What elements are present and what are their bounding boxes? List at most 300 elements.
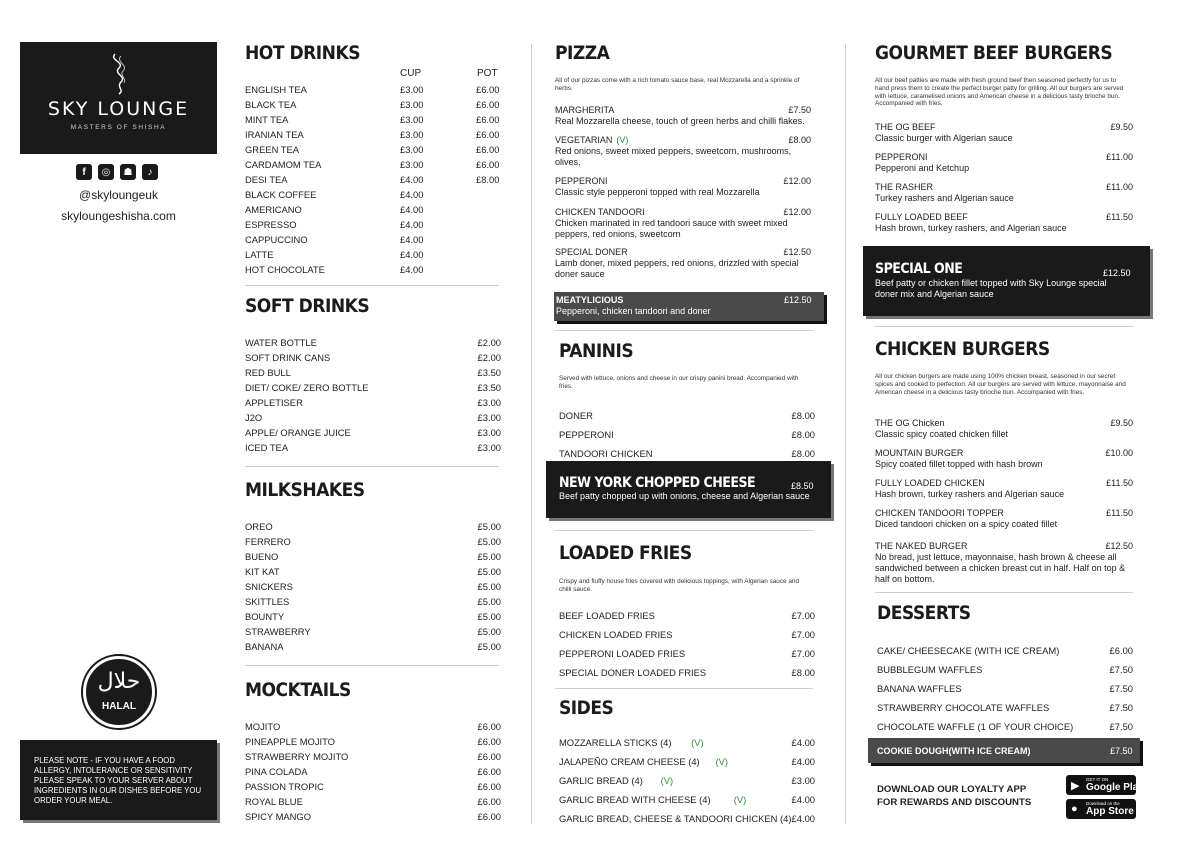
item-name: AMERICANO xyxy=(245,204,302,215)
menu-item xyxy=(875,508,1133,530)
menu-item xyxy=(245,611,501,622)
sky-lounge-logo xyxy=(20,42,217,154)
item-price: £12.00 xyxy=(783,207,811,217)
item-name: THE RASHER xyxy=(875,182,934,192)
item-name: TANDOORI CHICKEN xyxy=(559,448,653,459)
item-name: LATTE xyxy=(245,249,274,260)
item-desc: Classic style pepperoni topped with real Mozzarella xyxy=(555,187,760,197)
item-desc: Chicken marinated in red tandoori sauce with sweet mixed peppers, red onions, sweetcorn xyxy=(555,218,788,239)
item-name: CHOCOLATE WAFFLE (1 OF YOUR CHOICE) xyxy=(877,721,1074,732)
snapchat-icon[interactable]: ☗ xyxy=(120,164,136,180)
veg-tag: (V) xyxy=(691,737,704,748)
item-header xyxy=(555,105,811,116)
item-price: £7.50 xyxy=(1109,721,1133,732)
section-title-desserts: DESSERTS xyxy=(877,602,971,624)
menu-item xyxy=(245,129,499,140)
item-name: APPLE/ ORANGE JUICE xyxy=(245,427,351,438)
allergy-note: PLEASE NOTE - IF YOU HAVE A FOOD ALLERGY, INTOLERANCE OR SENSITIVITY PLEASE SPEAK TO YOUR SERVER ABOUT INGREDIENTS IN OUR DISHES BEFORE YOU ORDER YOUR MEAL. xyxy=(20,740,217,820)
item-desc: Hash brown, turkey rashers, and Algerian sauce xyxy=(875,223,1067,233)
menu-item xyxy=(559,610,815,621)
item-price: £7.00 xyxy=(791,629,815,640)
item-price: £6.00 xyxy=(477,796,501,807)
menu-item xyxy=(555,247,811,280)
section-title-paninis: PANINIS xyxy=(559,340,634,362)
item-name: STRAWBERRY xyxy=(245,626,311,637)
facebook-icon[interactable]: f xyxy=(76,164,92,180)
item-price: £6.00 xyxy=(477,766,501,777)
menu-item xyxy=(245,382,501,393)
item-header xyxy=(875,541,1133,552)
item-name: THE OG Chicken xyxy=(875,418,945,428)
item-name: SPECIAL DONER xyxy=(555,247,628,257)
menu-item xyxy=(559,410,815,421)
divider xyxy=(245,285,499,286)
section-title-pizza: PIZZA xyxy=(555,42,610,64)
item-price: £8.00 xyxy=(788,135,811,145)
item-price: £5.00 xyxy=(477,611,501,622)
item-name: THE NAKED BURGER xyxy=(875,541,968,551)
item-name: SOFT DRINK CANS xyxy=(245,352,331,363)
item-price: £5.00 xyxy=(477,626,501,637)
item-name: PEPPERONI xyxy=(555,176,608,186)
item-desc: Spicy coated fillet topped with hash brown xyxy=(875,459,1043,469)
item-name: MEATYLICIOUS xyxy=(556,295,624,305)
apple-icon: ● xyxy=(1071,803,1078,815)
item-name: SKITTLES xyxy=(245,596,290,607)
item-price: £4.00 xyxy=(791,737,815,748)
menu-item xyxy=(877,702,1133,713)
menu-item xyxy=(245,174,499,185)
item-price-cup: £4.00 xyxy=(400,219,424,230)
item-name: MOUNTAIN BURGER xyxy=(875,448,964,458)
item-name: SPECIAL DONER LOADED FRIES xyxy=(559,667,707,678)
section-title-mocktails: MOCKTAILS xyxy=(245,679,351,701)
section-title-milkshakes: MILKSHAKES xyxy=(245,479,365,501)
item-header xyxy=(555,135,811,146)
item-price: £8.00 xyxy=(791,429,815,440)
veg-tag: (V) xyxy=(715,756,728,767)
item-price: £5.00 xyxy=(477,641,501,652)
item-price-pot: £6.00 xyxy=(476,114,500,125)
item-price: £6.00 xyxy=(477,751,501,762)
menu-item xyxy=(245,626,501,637)
menu-item xyxy=(877,683,1133,694)
item-desc: Beef patty chopped up with onions, cheese and Algerian sauce xyxy=(559,491,810,501)
menu-item xyxy=(245,264,499,275)
item-name: BLACK COFFEE xyxy=(245,189,317,200)
item-price-pot: £6.00 xyxy=(476,144,500,155)
menu-item xyxy=(245,367,501,378)
section-title-chicken-burgers: CHICKEN BURGERS xyxy=(875,338,1050,360)
item-name: RED BULL xyxy=(245,367,291,378)
section-title-loaded-fries: LOADED FRIES xyxy=(559,542,692,564)
item-name: PINA COLADA xyxy=(245,766,308,777)
highlight-special-one xyxy=(863,246,1150,316)
social-handle: @skyloungeuk xyxy=(79,188,158,202)
menu-item xyxy=(875,122,1133,144)
menu-item xyxy=(555,207,811,240)
item-desc: Pepperoni and Ketchup xyxy=(875,163,970,173)
item-name: FULLY LOADED CHICKEN xyxy=(875,478,985,488)
item-price: £7.50 xyxy=(1109,683,1133,694)
menu-item xyxy=(559,813,815,824)
item-price-cup: £4.00 xyxy=(400,204,424,215)
item-name: OREO xyxy=(245,521,273,532)
halal-badge xyxy=(83,656,155,728)
column-divider xyxy=(531,44,532,824)
item-header xyxy=(875,448,1133,459)
menu-item xyxy=(245,84,499,95)
item-name: CARDAMOM TEA xyxy=(245,159,322,170)
item-name: ENGLISH TEA xyxy=(245,84,307,95)
menu-item xyxy=(245,412,501,423)
item-desc: Beef patty or chicken fillet topped with Sky Lounge special doner mix and Algerian sauce xyxy=(875,278,1107,299)
menu-item xyxy=(245,566,501,577)
menu-item xyxy=(559,756,815,767)
item-price-cup: £4.00 xyxy=(400,174,424,185)
item-desc: Red onions, sweet mixed peppers, sweetcorn, mushrooms, olives, xyxy=(555,146,792,167)
item-name: APPLETISER xyxy=(245,397,303,408)
menu-item xyxy=(245,144,499,155)
item-name: BEEF LOADED FRIES xyxy=(559,610,655,621)
menu-item xyxy=(877,664,1133,675)
app-promo-line1: DOWNLOAD OUR LOYALTY APP xyxy=(877,784,1027,795)
item-price-pot: £8.00 xyxy=(476,174,500,185)
website: skyloungeshisha.com xyxy=(61,209,176,223)
item-price: £12.50 xyxy=(1103,268,1131,278)
item-header xyxy=(555,207,811,218)
google-play-icon: ▶ xyxy=(1071,780,1080,792)
item-header xyxy=(875,418,1133,429)
menu-item xyxy=(245,781,501,792)
item-price-cup: £4.00 xyxy=(400,234,424,245)
menu-item xyxy=(245,337,501,348)
menu-item xyxy=(245,204,499,215)
item-desc: Classic spicy coated chicken fillet xyxy=(875,429,1009,439)
item-name: STRAWBERRY MOJITO xyxy=(245,751,349,762)
menu-item xyxy=(245,751,501,762)
item-desc: Diced tandoori chicken on a spicy coated fillet xyxy=(875,519,1058,529)
item-name: CHICKEN LOADED FRIES xyxy=(559,629,673,640)
item-price: £11.50 xyxy=(1106,212,1133,222)
item-name: BLACK TEA xyxy=(245,99,297,110)
highlight-new-york-chopped-cheese xyxy=(546,461,831,518)
menu-item xyxy=(559,629,815,640)
veg-tag: (V) xyxy=(616,135,629,145)
menu-item xyxy=(245,189,499,200)
item-price: £5.00 xyxy=(477,551,501,562)
divider xyxy=(245,665,499,666)
veg-tag: (V) xyxy=(733,794,747,805)
item-header xyxy=(875,152,1133,163)
menu-item xyxy=(245,581,501,592)
section-title-sides: SIDES xyxy=(559,697,614,719)
item-price: £9.50 xyxy=(1110,418,1133,428)
menu-item xyxy=(559,775,815,786)
menu-item xyxy=(245,551,501,562)
item-name: DONER xyxy=(559,410,593,421)
section-title-beef-burgers: GOURMET BEEF BURGERS xyxy=(875,42,1113,64)
item-price: £12.50 xyxy=(1105,541,1133,551)
item-price: £12.50 xyxy=(783,247,811,257)
item-name: PASSION TROPIC xyxy=(245,781,324,792)
item-name: CHICKEN TANDOORI TOPPER xyxy=(875,508,1004,518)
item-name: MOJITO xyxy=(245,721,281,732)
item-name: J2O xyxy=(245,412,263,423)
menu-item xyxy=(559,448,815,459)
item-price: £7.50 xyxy=(788,105,811,115)
item-name: GARLIC BREAD, CHEESE & TANDOORI CHICKEN (4) xyxy=(559,813,792,824)
item-price: £8.00 xyxy=(791,410,815,421)
item-desc: Real Mozzarella cheese, touch of green herbs and chilli flakes. xyxy=(555,116,805,126)
item-price-cup: £3.00 xyxy=(400,84,424,95)
item-price: £7.50 xyxy=(1109,702,1133,713)
item-name: SNICKERS xyxy=(245,581,293,592)
menu-item xyxy=(245,114,499,125)
menu-item xyxy=(559,737,815,748)
menu-item xyxy=(245,99,499,110)
item-name: KIT KAT xyxy=(245,566,280,577)
item-price: £3.50 xyxy=(477,367,501,378)
item-price: £11.50 xyxy=(1106,478,1133,488)
item-name: ROYAL BLUE xyxy=(245,796,303,807)
divider xyxy=(555,330,813,331)
item-name: ESPRESSO xyxy=(245,219,297,230)
item-price: £6.00 xyxy=(477,811,501,822)
item-price-cup: £3.00 xyxy=(400,114,424,125)
item-price: £4.00 xyxy=(791,794,815,805)
item-price: £4.00 xyxy=(791,756,815,767)
item-price: £6.00 xyxy=(477,781,501,792)
item-price: £2.00 xyxy=(477,337,501,348)
item-name: IRANIAN TEA xyxy=(245,129,304,140)
item-header xyxy=(875,478,1133,489)
item-name: VEGETARIAN xyxy=(555,135,613,145)
item-price: £6.00 xyxy=(1109,645,1133,656)
menu-item xyxy=(245,766,501,777)
item-price: £6.00 xyxy=(477,721,501,732)
item-name: PEPPERONI xyxy=(559,429,614,440)
item-name: DESI TEA xyxy=(245,174,288,185)
menu-item xyxy=(245,234,499,245)
item-price: £5.00 xyxy=(477,521,501,532)
item-name: THE OG BEEF xyxy=(875,122,936,132)
item-price: £2.00 xyxy=(477,352,501,363)
menu-item xyxy=(875,212,1133,234)
menu-item xyxy=(245,596,501,607)
item-price-cup: £3.00 xyxy=(400,129,424,140)
paninis-intro: Served with lettuce, onions and cheese in our crispy panini bread. Accompanied with fries. xyxy=(559,375,799,390)
item-price: £7.00 xyxy=(791,610,815,621)
item-price: £8.50 xyxy=(791,481,814,491)
item-name: GARLIC BREAD WITH CHEESE (4) xyxy=(559,794,711,805)
menu-item xyxy=(875,152,1133,174)
item-name: SPECIAL ONE xyxy=(875,261,963,277)
menu-item xyxy=(245,427,501,438)
item-name: BOUNTY xyxy=(245,611,285,622)
menu-item xyxy=(245,521,501,532)
item-price: £8.00 xyxy=(791,448,815,459)
chicken-burgers-intro: All our chicken burgers are made using 100% chicken breast, seasoned in our secret spices and cooked to perfection. All our burgers are served with lettuce, mayonnaise and American cheese in a delicious tasty brioche bun. Accompanied with fries. xyxy=(875,373,1126,396)
menu-item xyxy=(555,105,811,127)
item-header xyxy=(875,122,1133,133)
brand-tagline: MASTERS OF SHISHA xyxy=(70,124,167,131)
item-price: £12.50 xyxy=(784,295,812,305)
item-name: CAPPUCCINO xyxy=(245,234,308,245)
item-header xyxy=(875,508,1133,519)
item-price: £5.00 xyxy=(477,581,501,592)
item-price: £12.00 xyxy=(783,176,811,186)
item-name: PEPPERONI xyxy=(875,152,928,162)
google-play-badge[interactable]: ▶ GET IT ON Google Play xyxy=(1066,775,1136,795)
menu-item xyxy=(245,536,501,547)
app-store-badge[interactable]: ● Download on the App Store xyxy=(1066,799,1136,819)
divider xyxy=(875,326,1133,327)
item-desc: Turkey rashers and Algerian sauce xyxy=(875,193,1014,203)
menu-item xyxy=(875,182,1133,204)
item-name: WATER BOTTLE xyxy=(245,337,317,348)
menu-item xyxy=(875,541,1133,585)
item-name: BANANA WAFFLES xyxy=(877,683,962,694)
menu-item xyxy=(559,667,815,678)
item-price: £3.00 xyxy=(477,442,501,453)
instagram-icon[interactable]: ◎ xyxy=(98,164,114,180)
item-price: £3.50 xyxy=(477,382,501,393)
item-name: MOZZARELLA STICKS (4) xyxy=(559,737,672,748)
item-price-cup: £4.00 xyxy=(400,249,424,260)
item-price-pot: £6.00 xyxy=(476,129,500,140)
item-price: £9.50 xyxy=(1110,122,1133,132)
menu-item xyxy=(245,796,501,807)
item-header xyxy=(555,176,811,187)
menu-item xyxy=(559,429,815,440)
item-name: MINT TEA xyxy=(245,114,289,125)
menu-item xyxy=(559,648,815,659)
menu-item xyxy=(875,448,1133,470)
item-desc: Classic burger with Algerian sauce xyxy=(875,133,1013,143)
brand-name: SKY LOUNGE xyxy=(47,98,190,120)
item-price: £6.00 xyxy=(477,736,501,747)
item-price: £11.00 xyxy=(1106,152,1133,162)
beef-burgers-intro: All our beef patties are made with fresh ground beef then seasoned perfectly for us to hand press them to create the perfect burger patty for grilling. All our burgers are served with lettuce, caramelised onions and American cheese in a delicious tasty brioche bun. Accompanied with fries. xyxy=(875,77,1124,108)
item-price: £5.00 xyxy=(477,596,501,607)
item-name: FERRERO xyxy=(245,536,291,547)
menu-item xyxy=(245,721,501,732)
item-name: BUBBLEGUM WAFFLES xyxy=(877,664,983,675)
item-name: NEW YORK CHOPPED CHEESE xyxy=(559,475,756,491)
item-name: PINEAPPLE MOJITO xyxy=(245,736,335,747)
loaded-fries-intro: Crispy and fluffy house fries covered with delicious toppings, with Algerian sauce and chilli sauce. xyxy=(559,578,800,593)
app-promo-line2: FOR REWARDS AND DISCOUNTS xyxy=(877,797,1032,808)
menu-item xyxy=(245,219,499,230)
item-name: HOT CHOCOLATE xyxy=(245,264,325,275)
item-price-cup: £4.00 xyxy=(400,264,424,275)
menu-item xyxy=(245,442,501,453)
item-price-cup: £4.00 xyxy=(400,189,424,200)
item-price-pot: £6.00 xyxy=(476,99,500,110)
item-name: JALAPEÑO CREAM CHEESE (4) xyxy=(559,756,700,767)
item-name: STRAWBERRY CHOCOLATE WAFFLES xyxy=(877,702,1050,713)
item-header xyxy=(875,182,1133,193)
halal-arabic: حلال xyxy=(97,669,141,694)
smoke-swirl-icon xyxy=(105,52,133,96)
divider xyxy=(555,688,813,689)
menu-item xyxy=(875,418,1133,440)
menu-item xyxy=(877,721,1133,732)
item-price-cup: £3.00 xyxy=(400,99,424,110)
pizza-intro: All of our pizzas come with a rich tomato sauce base, real Mozzarella and a sprinkle of herbs. xyxy=(555,77,800,92)
halal-label: HALAL xyxy=(102,701,136,712)
divider xyxy=(245,466,499,467)
item-name: SPICY MANGO xyxy=(245,811,311,822)
item-price: £7.50 xyxy=(1110,746,1133,756)
menu-item xyxy=(559,794,815,805)
item-name: ICED TEA xyxy=(245,442,289,453)
item-price: £3.00 xyxy=(791,775,815,786)
col-pot-label: POT xyxy=(477,68,498,79)
column-divider xyxy=(845,44,846,824)
item-price: £5.00 xyxy=(477,566,501,577)
item-price: £3.00 xyxy=(477,412,501,423)
menu-item xyxy=(877,645,1133,656)
social-icons xyxy=(76,164,158,180)
divider xyxy=(875,592,1133,593)
highlight-meatylicious xyxy=(554,292,824,321)
item-name: FULLY LOADED BEEF xyxy=(875,212,968,222)
item-price: £3.00 xyxy=(477,397,501,408)
item-price: £11.50 xyxy=(1106,508,1133,518)
item-price-pot: £6.00 xyxy=(476,159,500,170)
item-price-pot: £6.00 xyxy=(476,84,500,95)
menu-item xyxy=(245,397,501,408)
menu-item xyxy=(245,352,501,363)
item-price-cup: £3.00 xyxy=(400,159,424,170)
item-header xyxy=(555,247,811,258)
item-header xyxy=(875,212,1133,223)
item-name: BANANA xyxy=(245,641,284,652)
item-price: £5.00 xyxy=(477,536,501,547)
col-cup-label: CUP xyxy=(400,68,422,79)
item-name: COOKIE DOUGH(WITH ICE CREAM) xyxy=(877,746,1031,756)
tiktok-icon[interactable]: ♪ xyxy=(142,164,158,180)
divider xyxy=(555,530,813,531)
menu-item xyxy=(875,478,1133,500)
item-name: CHICKEN TANDOORI xyxy=(555,207,645,217)
item-price: £4.00 xyxy=(791,813,815,824)
item-desc: Hash brown, turkey rashers and Algerian sauce xyxy=(875,489,1065,499)
section-title-hot-drinks: HOT DRINKS xyxy=(245,42,361,64)
section-title-soft-drinks: SOFT DRINKS xyxy=(245,295,370,317)
menu-item xyxy=(555,176,811,198)
item-name: MARGHERITA xyxy=(555,105,615,115)
item-desc: Pepperoni, chicken tandoori and doner xyxy=(556,306,711,316)
item-name: DIET/ COKE/ ZERO BOTTLE xyxy=(245,382,369,393)
menu-item xyxy=(245,249,499,260)
item-price: £7.00 xyxy=(791,648,815,659)
item-desc: No bread, just lettuce, mayonnaise, hash brown & cheese all sandwiched between a chicken breast cut in half. Half on top & half on bottom. xyxy=(875,552,1126,584)
item-price: £11.00 xyxy=(1106,182,1133,192)
menu-item xyxy=(245,811,501,822)
item-name: GREEN TEA xyxy=(245,144,300,155)
item-price: £10.00 xyxy=(1105,448,1133,458)
menu-item xyxy=(245,159,499,170)
menu-item xyxy=(555,135,811,168)
item-name: GARLIC BREAD (4) xyxy=(559,775,643,786)
item-price: £8.00 xyxy=(791,667,815,678)
highlight-cookie-dough xyxy=(868,738,1140,763)
item-desc: Lamb doner, mixed peppers, red onions, drizzled with special doner sauce xyxy=(555,258,799,279)
veg-tag: (V) xyxy=(660,775,674,786)
